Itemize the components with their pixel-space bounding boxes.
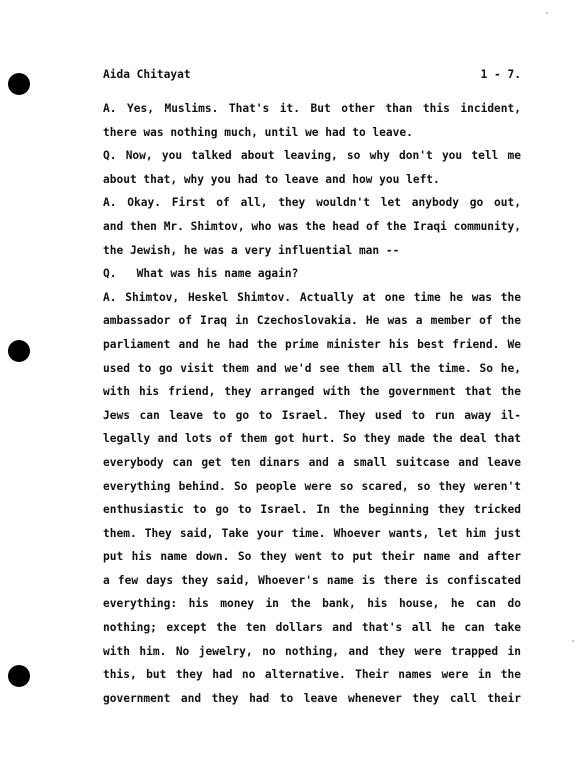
transcript-line: about that, why you had to leave and how you left. xyxy=(103,172,440,186)
binder-hole xyxy=(8,340,30,362)
transcript-line: with him. No jewelry, no nothing, and they were trapped in xyxy=(103,644,521,658)
binder-hole xyxy=(8,73,30,95)
transcript-line: legally and lots of them got hurt. So they made the deal that xyxy=(103,432,521,446)
transcript-line: a few days they said, Whoever's name is there is confiscated xyxy=(103,573,521,587)
transcript-line: parliament and he had the prime minister his best friend. We xyxy=(103,337,521,351)
interviewee-name: Aida Chitayat xyxy=(103,68,191,81)
paper-speck xyxy=(572,640,574,642)
paper-speck xyxy=(546,12,548,14)
binder-hole xyxy=(8,665,30,687)
transcript-line: everything: his money in the bank, his house, he can do xyxy=(103,597,521,611)
transcript-line: enthusiastic to go to Israel. In the beginning they tricked xyxy=(103,503,521,517)
transcript-line: this, but they had no alternative. Their names were in the xyxy=(103,668,521,682)
transcript-line: government and they had to leave whenever they call their xyxy=(103,691,521,705)
transcript-line: nothing; except the ten dollars and that's all he can take xyxy=(103,621,521,635)
transcript-line: Jews can leave to go to Israel. They used to run away il- xyxy=(103,408,521,422)
transcript-line: with his friend, they arranged with the government that the xyxy=(103,385,521,399)
transcript-line: used to go visit them and we'd see them all the time. So he, xyxy=(103,361,521,375)
transcript-line: put his name down. So they went to put their name and after xyxy=(103,550,521,564)
transcript-line: and then Mr. Shimtov, who was the head of the Iraqi community, xyxy=(103,219,521,233)
transcript-line: A. Okay. First of all, they wouldn't let anybody go out, xyxy=(103,196,521,210)
transcript-line: Q. Now, you talked about leaving, so why don't you tell me xyxy=(103,149,521,163)
transcript-line: there was nothing much, until we had to leave. xyxy=(103,125,413,139)
transcript-line: everybody can get ten dinars and a small suitcase and leave xyxy=(103,455,521,469)
transcript-line: Q. What was his name again? xyxy=(103,267,299,281)
transcript-line: the Jewish, he was a very influential man -- xyxy=(103,243,400,257)
transcript-line: A. Yes, Muslims. That's it. But other than this incident, xyxy=(103,102,521,115)
transcript-line: everything behind. So people were so scared, so they weren't xyxy=(103,479,521,493)
page-header xyxy=(103,66,521,84)
transcript-body xyxy=(103,97,521,710)
transcript-line: them. They said, Take your time. Whoever wants, let him just xyxy=(103,526,521,540)
transcript-line: A. Shimtov, Heskel Shimtov. Actually at one time he was the xyxy=(103,290,521,304)
transcript-line: ambassador of Iraq in Czechoslovakia. He was a member of the xyxy=(103,314,521,328)
page-number: 1 - 7. xyxy=(480,68,521,81)
